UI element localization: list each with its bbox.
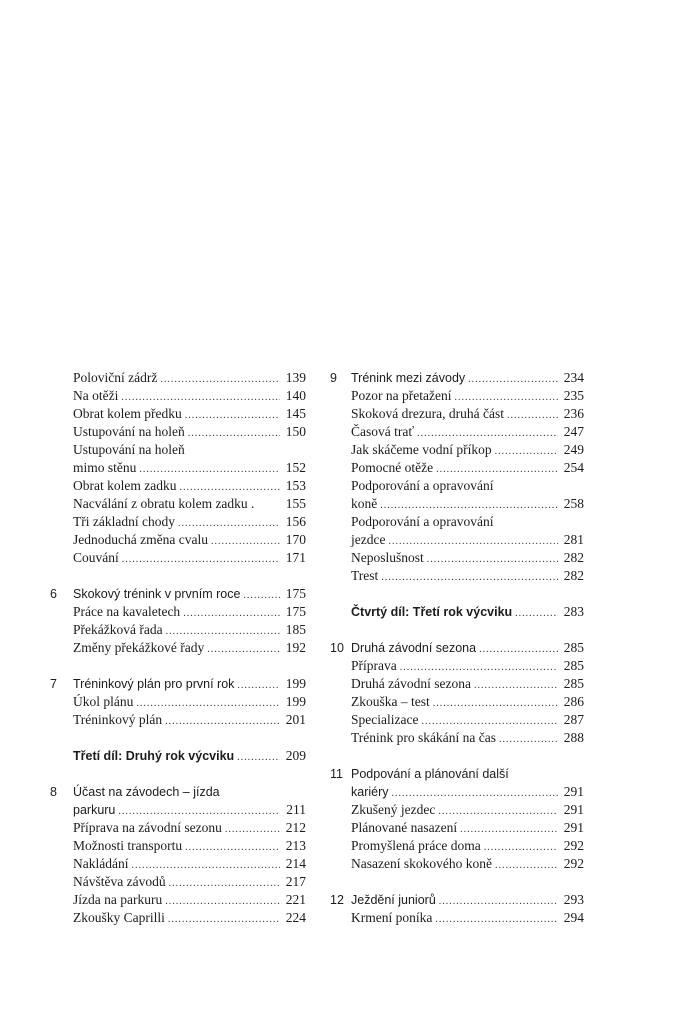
page-number: 185 [285,622,306,637]
section-title: Práce na kavaletech [73,604,181,619]
section-title: Trest [351,568,379,583]
page-number: 170 [285,532,306,547]
dot-leader [183,605,280,623]
chapter-number: 10 [330,641,344,655]
toc-entry [330,639,584,657]
section-title: Překážková řada [73,622,163,637]
dot-leader [122,551,280,569]
toc-entry-line [50,441,306,459]
section-title: Zkouška – test [351,694,430,709]
toc-entry [50,459,306,477]
toc-entry [50,819,306,837]
chapter-title: Tréninkový plán pro první rok [73,677,235,691]
toc-entry [50,675,306,693]
page-number: 292 [563,838,584,853]
section-title: Změny překážkové řady [73,640,205,655]
page-number: 221 [285,892,306,907]
page-number: 294 [563,910,584,925]
page-number: 217 [285,874,306,889]
page-number: 236 [563,406,584,421]
toc-entry-line [330,765,584,783]
page-number: 213 [285,838,306,853]
toc-entry [50,405,306,423]
page-number: 293 [563,892,584,907]
dot-leader [211,533,280,551]
page-number: 199 [285,676,306,691]
section-title: Poloviční zádrž [73,370,158,385]
page-number: 281 [563,532,584,547]
page-number: 235 [563,388,584,403]
section-title: Časová trať [351,424,415,439]
toc-spacer [330,621,584,639]
section-title: Couvání [73,550,119,565]
toc-entry [330,441,584,459]
dot-leader [435,911,558,929]
toc-entry [50,909,306,927]
dot-leader [495,857,558,875]
section-title: Možnosti transportu [73,838,183,853]
dot-leader [495,443,558,461]
section-title: Specializace [351,712,419,727]
dot-leader [237,749,280,767]
chapter-title: parkuru [73,803,116,817]
section-title: Úkol plánu [73,694,134,709]
section-title: Nacválání z obratu kolem zadku . [73,496,255,511]
toc-entry [330,495,584,513]
dot-leader [381,569,558,587]
dot-leader [468,371,558,389]
section-title: Tréninkový plán [73,712,163,727]
toc-entry [50,711,306,729]
toc-entry [50,693,306,711]
toc-entry [330,369,584,387]
toc-entry [330,675,584,693]
page-number: 212 [285,820,306,835]
toc-spacer [50,567,306,585]
section-title: Podporování a opravování [351,514,494,529]
toc-entry [50,549,306,567]
dot-leader [243,587,280,605]
toc-entry [50,513,306,531]
page-number: 286 [563,694,584,709]
toc-entry-line [330,513,584,531]
section-title: jezdce [351,532,386,547]
toc-entry [50,873,306,891]
dot-leader [439,893,558,911]
section-title: koně [351,496,378,511]
dot-leader [507,407,558,425]
toc-spacer [50,765,306,783]
toc-entry [330,603,584,621]
page-number: 152 [285,460,306,475]
chapter-number: 6 [50,587,57,601]
toc-entry [50,495,306,513]
section-title: Skoková drezura, druhá část [351,406,504,421]
page-number: 291 [563,784,584,799]
dot-leader [427,551,558,569]
section-title: Druhá závodní sezona [351,676,471,691]
toc-entry [330,729,584,747]
section-title: Zkušený jezdec [351,802,436,817]
toc-spacer [330,873,584,891]
section-title: Promyšlená práce doma [351,838,481,853]
page-number: 199 [285,694,306,709]
page-number: 254 [563,460,584,475]
chapter-title: kariéry [351,785,389,799]
toc-entry [50,387,306,405]
toc-entry [50,621,306,639]
chapter-title: Skokový trénink v prvním roce [73,587,241,601]
toc-spacer [50,729,306,747]
page-number: 140 [285,388,306,403]
section-title: Na otěži [73,388,119,403]
toc-entry [330,423,584,441]
section-title: Zkoušky Caprilli [73,910,165,925]
dot-leader [474,677,558,695]
section-title: Příprava [351,658,397,673]
page-number: 285 [563,640,584,655]
toc-entry [330,837,584,855]
section-title: Ustupování na holeň [73,424,185,439]
dot-leader [160,371,280,389]
section-title: Návštěva závodů [73,874,166,889]
toc-entry [330,693,584,711]
toc-entry [50,747,306,765]
section-title: Tři základní chody [73,514,175,529]
page-number: 291 [563,802,584,817]
toc-entry [50,639,306,657]
page-number: 287 [563,712,584,727]
part-heading: Třetí díl: Druhý rok výcviku [73,749,235,763]
toc-right-column [330,369,584,927]
toc-entry [50,423,306,441]
page-number: 283 [563,604,584,619]
page-number: 150 [285,424,306,439]
page-number: 247 [563,424,584,439]
chapter-number: 7 [50,677,57,691]
section-title: Pomocné otěže [351,460,434,475]
section-title: Krmení poníka [351,910,433,925]
section-title: Plánované nasazení [351,820,458,835]
toc-entry [330,891,584,909]
dot-leader [188,425,280,443]
section-title: Jednoduchá změna cvalu [73,532,208,547]
toc-entry [330,819,584,837]
toc-entry [330,459,584,477]
toc-entry [330,909,584,927]
toc-entry [330,531,584,549]
dot-leader [169,875,280,893]
page-number: 258 [563,496,584,511]
chapter-number: 8 [50,785,57,799]
chapter-title: Trénink mezi závody [351,371,466,385]
dot-leader [168,911,280,929]
page-number: 139 [285,370,306,385]
page-number: 211 [286,802,306,817]
section-title: Trénink pro skákání na čas [351,730,496,745]
page-number: 201 [285,712,306,727]
page-number: 192 [285,640,306,655]
toc-entry [330,387,584,405]
page-number: 234 [563,370,584,385]
dot-leader [479,641,558,659]
part-heading: Čtvrtý díl: Třetí rok výcviku [351,605,513,619]
section-title: Nasazení skokového koně [351,856,492,871]
toc-entry [330,549,584,567]
chapter-title: Účast na závodech – jízda [73,785,220,799]
page-number: 292 [563,856,584,871]
dot-leader [185,407,280,425]
dot-leader [237,677,280,695]
toc-left-column [50,369,306,927]
page-number: 214 [285,856,306,871]
page-number: 249 [563,442,584,457]
dot-leader [165,713,280,731]
page-number: 285 [563,658,584,673]
section-title: Jízda na parkuru [73,892,163,907]
page-number: 209 [285,748,306,763]
chapter-number: 11 [330,767,343,781]
section-title: Nakládání [73,856,129,871]
toc-entry [330,801,584,819]
toc-entry [330,567,584,585]
dot-leader [207,641,280,659]
toc-entry [330,405,584,423]
chapter-title: Podpování a plánování další [351,767,509,781]
dot-leader [484,839,558,857]
page-number: 282 [563,550,584,565]
toc-entry [50,585,306,603]
toc-entry [50,801,306,819]
toc-entry [50,369,306,387]
toc-entry [330,855,584,873]
dot-leader [499,731,558,749]
dot-leader [225,821,280,839]
section-title: Příprava na závodní sezonu [73,820,222,835]
section-title: Pozor na přetažení [351,388,452,403]
dot-leader [165,893,280,911]
toc-spacer [330,585,584,603]
page-number: 171 [285,550,306,565]
page-number: 156 [285,514,306,529]
page-number: 282 [563,568,584,583]
page-number: 145 [285,406,306,421]
dot-leader [515,605,558,623]
toc-spacer [50,657,306,675]
dot-leader [185,839,280,857]
chapter-title: Ježdění juniorů [351,893,436,907]
page-number: 224 [285,910,306,925]
toc-entry [50,477,306,495]
page-number: 288 [563,730,584,745]
page-number: 175 [285,604,306,619]
toc-entry [330,711,584,729]
section-title: Podporování a opravování [351,478,494,493]
toc-entry [50,531,306,549]
section-title: Jak skáčeme vodní příkop [351,442,492,457]
page-number: 291 [563,820,584,835]
chapter-title: Druhá závodní sezona [351,641,477,655]
toc-spacer [330,747,584,765]
section-title: Obrat kolem předku [73,406,182,421]
chapter-number: 9 [330,371,337,385]
page-number: 155 [285,496,306,511]
section-title: mimo stěnu [73,460,137,475]
page-number: 153 [285,478,306,493]
section-title: Neposlušnost [351,550,424,565]
toc-entry [50,837,306,855]
section-title: Obrat kolem zadku [73,478,177,493]
toc-entry [50,855,306,873]
dot-leader [433,695,558,713]
toc-entry-line [330,477,584,495]
toc-entry [330,783,584,801]
chapter-number: 12 [330,893,344,907]
toc-entry-line [50,783,306,801]
page-number: 285 [563,676,584,691]
toc-entry [50,891,306,909]
toc-entry [50,603,306,621]
toc-entry [330,657,584,675]
page-number: 175 [285,586,306,601]
section-title: Ustupování na holeň [73,442,185,457]
